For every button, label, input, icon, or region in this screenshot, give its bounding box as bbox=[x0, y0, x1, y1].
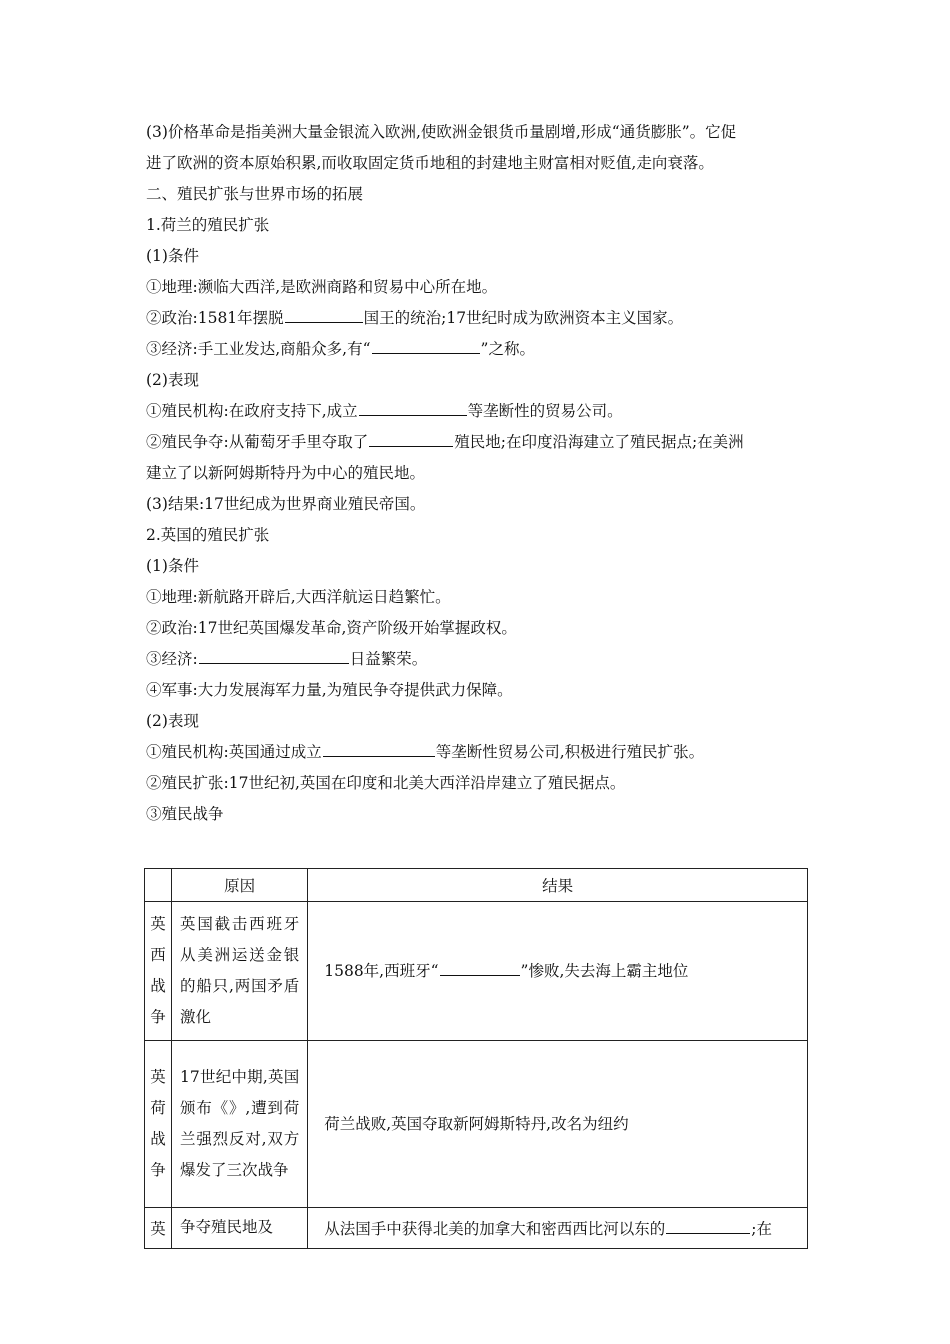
fill-blank[interactable] bbox=[359, 398, 467, 416]
subsection-heading: 1.荷兰的殖民扩张 bbox=[146, 216, 270, 234]
fill-blank[interactable] bbox=[369, 429, 453, 447]
table-row bbox=[145, 1208, 808, 1249]
subsection-heading: 2.英国的殖民扩张 bbox=[146, 526, 270, 544]
paragraph: ②政治:1581年摆脱 国王的统治;17世纪时成为欧洲资本主义国家。 bbox=[146, 303, 811, 334]
paragraph: 进了欧洲的资本原始积累,而收取固定货币地租的封建地主财富相对贬值,走向衰落。 bbox=[146, 154, 714, 172]
fill-blank[interactable] bbox=[323, 739, 435, 757]
table-header-cell: 结果 bbox=[308, 869, 808, 902]
cause-cell: 英国截击西班牙从美洲运送金银的船只,两国矛盾激化 bbox=[172, 902, 308, 1041]
war-name-cell: 英 bbox=[145, 1208, 172, 1249]
paragraph: ①地理:濒临大西洋,是欧洲商路和贸易中心所在地。 bbox=[146, 278, 498, 296]
table-header-cell: 原因 bbox=[172, 869, 308, 902]
fill-blank[interactable] bbox=[372, 336, 480, 354]
cause-cell: 17世纪中期,英国颁布《》,遭到荷兰强烈反对,双方爆发了三次战争 bbox=[172, 1041, 308, 1208]
document-body bbox=[146, 117, 811, 830]
war-name-cell: 英 荷 战 争 bbox=[145, 1041, 172, 1208]
table-header-cell bbox=[145, 869, 172, 902]
result-cell: 荷兰战败,英国夺取新阿姆斯特丹,改名为纽约 bbox=[308, 1041, 808, 1208]
paragraph: ②政治:17世纪英国爆发革命,资产阶级开始掌握政权。 bbox=[146, 619, 517, 637]
paragraph: (1)条件 bbox=[146, 557, 199, 575]
paragraph: ①殖民机构:在政府支持下,成立 等垄断性的贸易公司。 bbox=[146, 396, 811, 427]
cause-cell: 争夺殖民地及 bbox=[172, 1208, 308, 1249]
paragraph: 建立了以新阿姆斯特丹为中心的殖民地。 bbox=[146, 464, 426, 482]
paragraph: (2)表现 bbox=[146, 712, 199, 730]
war-name-cell: 英 西 战 争 bbox=[145, 902, 172, 1041]
fill-blank[interactable] bbox=[199, 646, 349, 664]
result-cell: 从法国手中获得北美的加拿大和密西西比河以东的 ;在 bbox=[308, 1208, 808, 1249]
paragraph: ①殖民机构:英国通过成立 等垄断性贸易公司,积极进行殖民扩张。 bbox=[146, 737, 811, 768]
paragraph: (2)表现 bbox=[146, 371, 199, 389]
paragraph: ③殖民战争 bbox=[146, 805, 224, 823]
paragraph: ①地理:新航路开辟后,大西洋航运日趋繁忙。 bbox=[146, 588, 451, 606]
fill-blank[interactable] bbox=[285, 305, 363, 323]
paragraph: (3)结果:17世纪成为世界商业殖民帝国。 bbox=[146, 495, 426, 513]
fill-blank[interactable] bbox=[440, 958, 520, 976]
paragraph: (1)条件 bbox=[146, 247, 199, 265]
table-row bbox=[145, 902, 808, 1041]
table-header-row bbox=[145, 869, 808, 902]
paragraph: ③经济: 日益繁荣。 bbox=[146, 644, 811, 675]
section-heading: 二、殖民扩张与世界市场的拓展 bbox=[146, 185, 364, 203]
paragraph: ④军事:大力发展海军力量,为殖民争夺提供武力保障。 bbox=[146, 681, 513, 699]
table-row bbox=[145, 1041, 808, 1208]
result-cell: 1588年,西班牙“ ”惨败,失去海上霸主地位 bbox=[308, 902, 808, 1041]
paragraph: ③经济:手工业发达,商船众多,有“ ”之称。 bbox=[146, 334, 811, 365]
paragraph: (3)价格革命是指美洲大量金银流入欧洲,使欧洲金银货币量剧增,形成“通货膨胀”。它促 bbox=[146, 123, 737, 141]
paragraph: ②殖民扩张:17世纪初,英国在印度和北美大西洋沿岸建立了殖民据点。 bbox=[146, 774, 626, 792]
paragraph: ②殖民争夺:从葡萄牙手里夺取了 殖民地;在印度沿海建立了殖民据点;在美洲 bbox=[146, 427, 811, 458]
fill-blank[interactable] bbox=[666, 1216, 750, 1234]
colonial-wars-table bbox=[144, 868, 808, 1249]
